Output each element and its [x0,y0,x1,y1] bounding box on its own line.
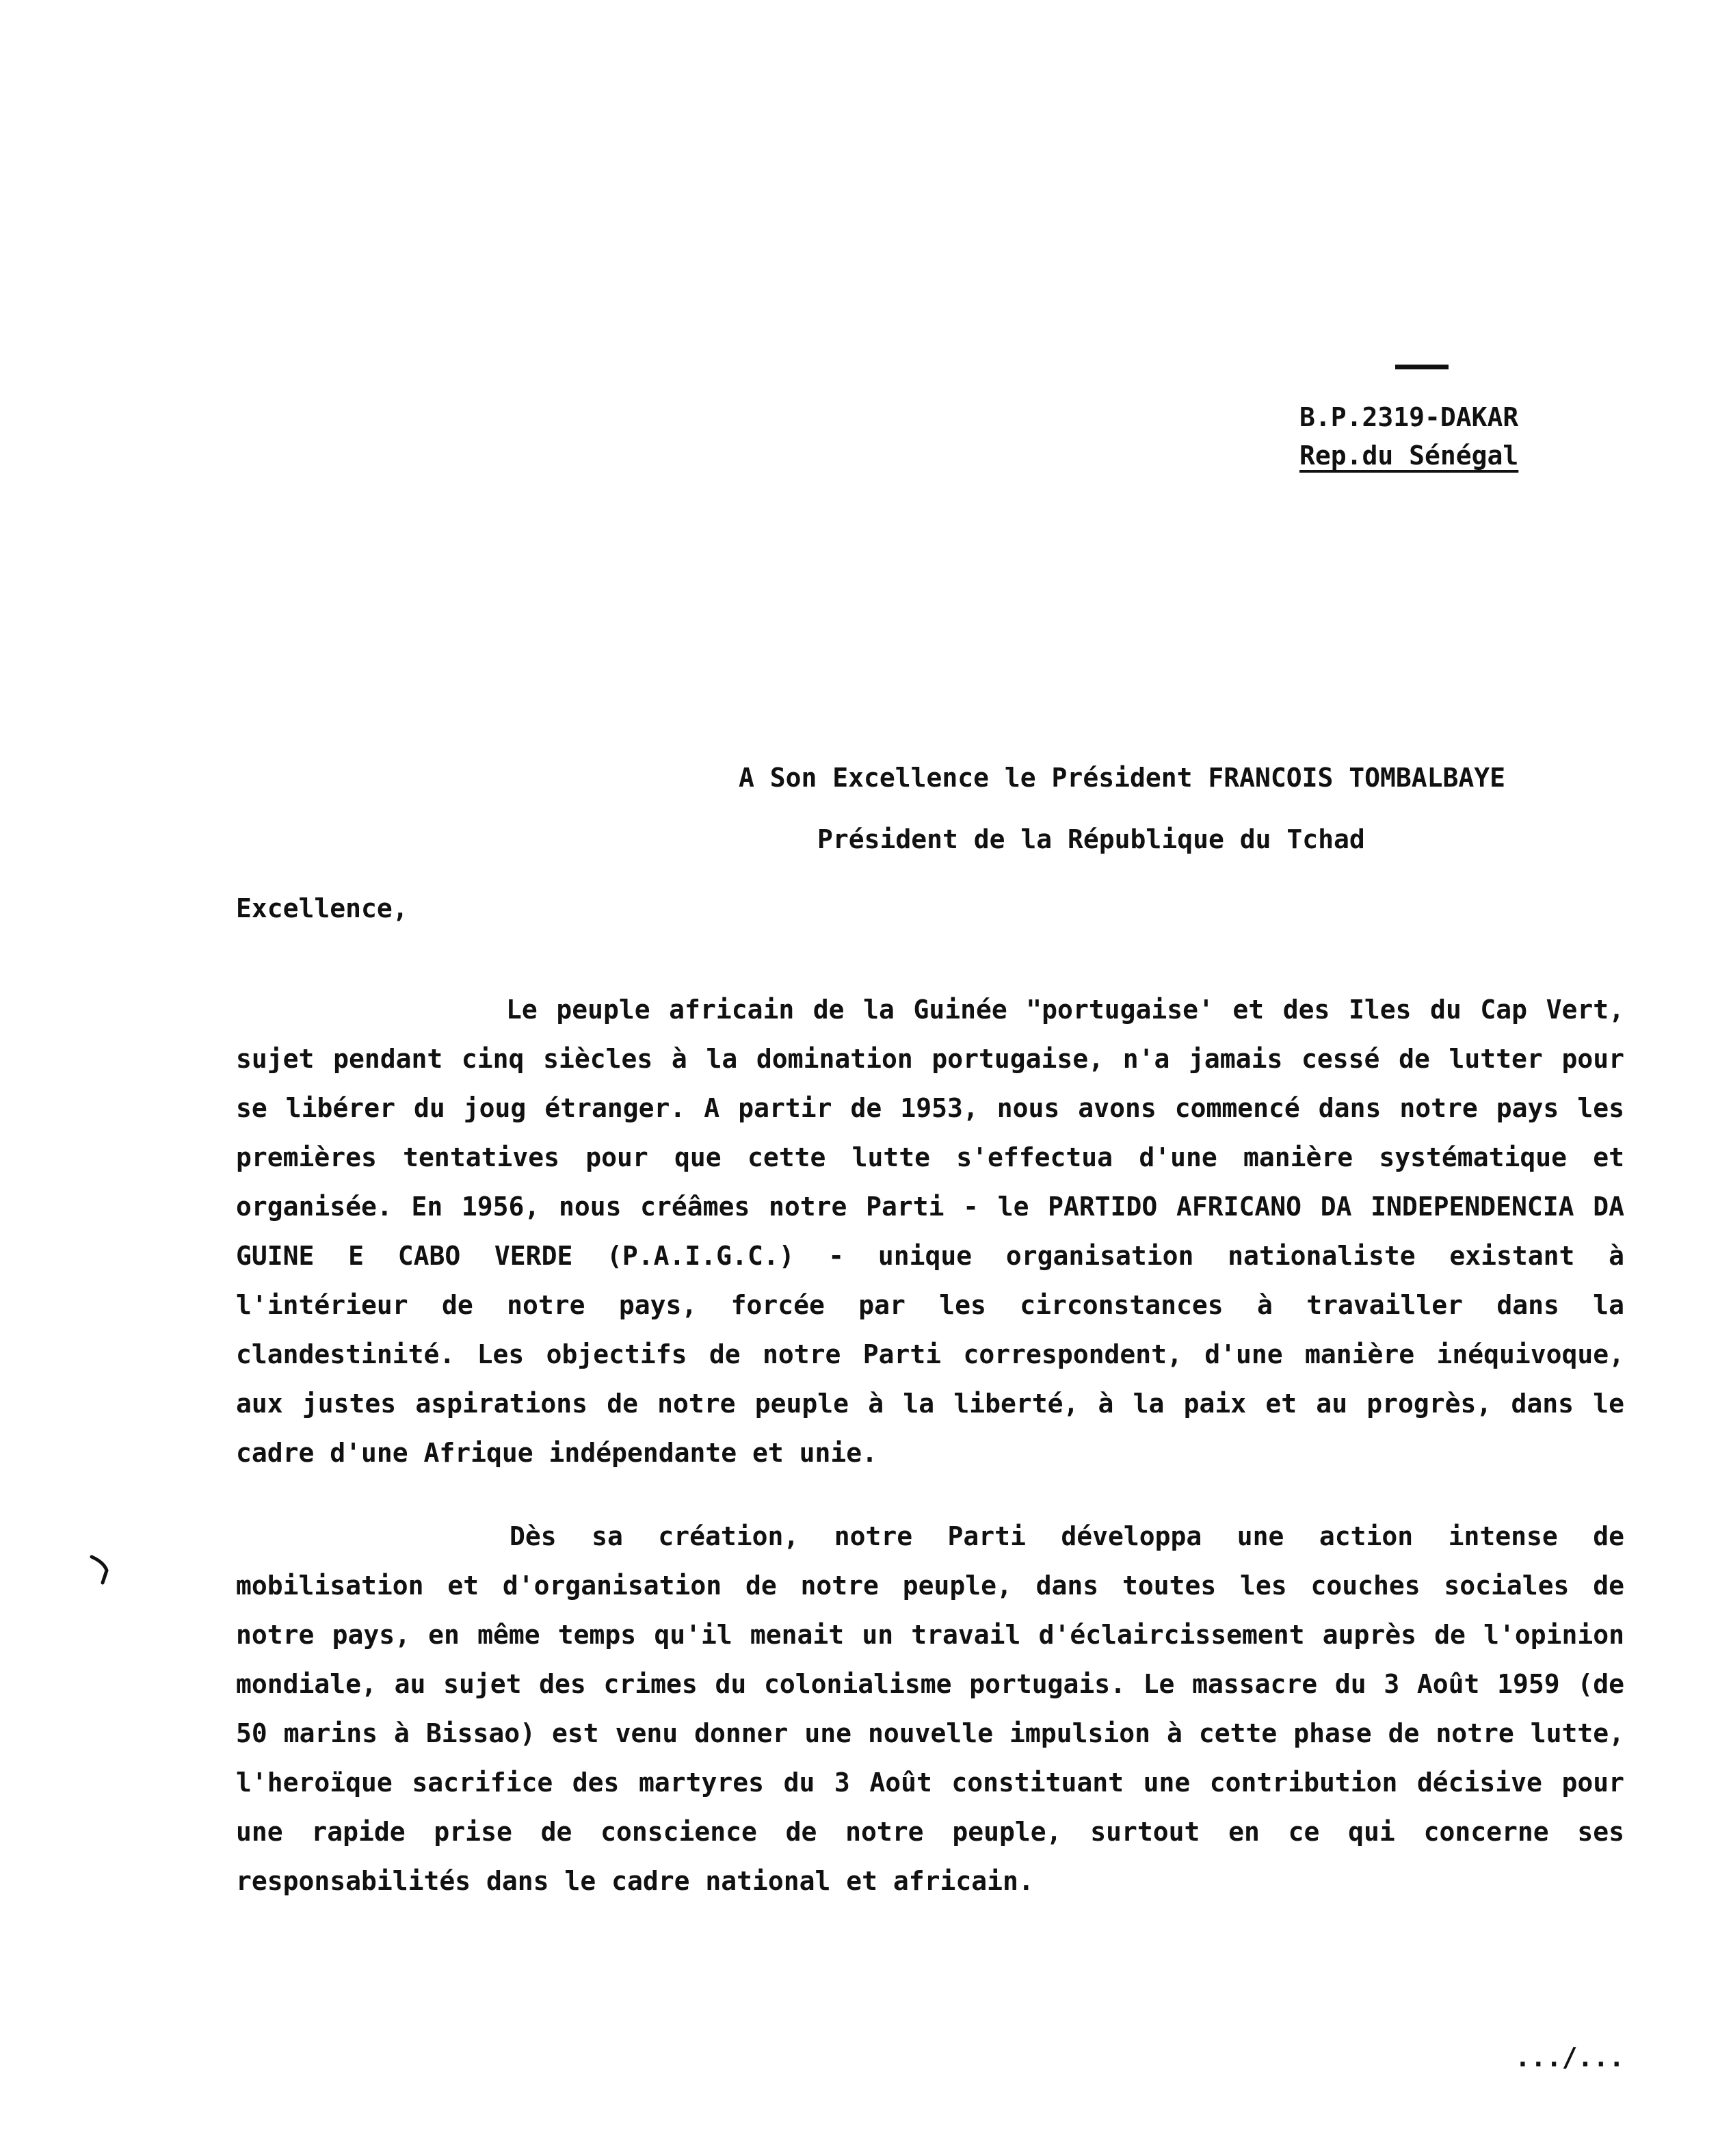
margin-tick-mark [89,1553,116,1587]
header-dash-mark [1395,365,1449,369]
continuation-mark: .../... [1515,2042,1625,2073]
sender-address [1299,398,1614,475]
address-country: Rep.du Sénégal [1299,441,1519,471]
body-paragraph-1: Le peuple africain de la Guinée "portugaise' et des Iles du Cap Vert, sujet pendant cinq siècles à la domination portugaise, n'a jamais cessé de lutter pour se libérer du joug étranger. A partir de 1953, nous avons commencé dans notre pays les premières tentatives pour que cette lutte s'effectua d'une manière systématique et organisée. En 1956, nous créâmes notre Parti - le PARTIDO AFRICANO DA INDEPENDENCIA DA GUINE E CABO VERDE (P.A.I.G.C.) - unique organisation nationaliste existant à l'intérieur de notre pays, forcée par les circonstances à travailler dans la clandestinité. Les objectifs de notre Parti correspondent, d'une manière inéquivoque, aux justes aspirations de notre peuple à la liberté, à la paix et au progrès, dans le cadre d'une Afrique indépendante et unie. [236,995,1624,1468]
salutation: Excellence, [236,893,408,923]
addressee-block [739,747,1628,870]
address-po-box: B.P.2319-DAKAR [1299,402,1519,432]
addressee-title: Président de la République du Tchad [817,824,1365,854]
addressee-name: A Son Excellence le Président FRANCOIS TOMBALBAYE [739,763,1506,793]
body-paragraph-2: Dès sa création, notre Parti développa une action intense de mobilisation et d'organisation de notre peuple, dans toutes les couches sociales de notre pays, en même temps qu'il menait un travail d'éclaircissement auprès de l'opinion mondiale, au sujet des crimes du colonialisme portugais. Le massacre du 3 Août 1959 (de 50 marins à Bissao) est venu donner une nouvelle impulsion à cette phase de notre lutte, l'heroïque sacrifice des martyres du 3 Août constituant une contribution décisive pour une rapide prise de conscience de notre peuple, surtout en ce qui concerne ses responsabilités dans le cadre national et africain. [236,1521,1624,1896]
